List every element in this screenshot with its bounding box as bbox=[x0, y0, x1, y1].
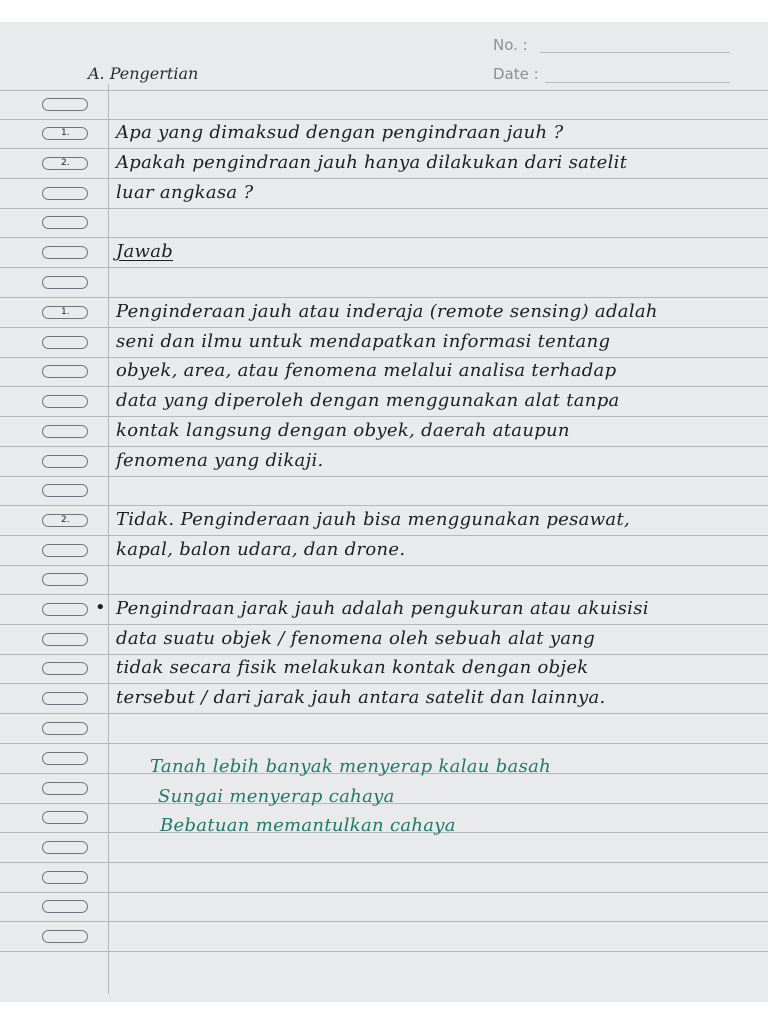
ruled-line bbox=[0, 386, 768, 387]
note-line: tidak secara fisik melakukan kontak dengan objek bbox=[116, 657, 589, 678]
margin-line bbox=[108, 84, 109, 994]
margin-box bbox=[42, 98, 88, 111]
answer-1-line: fenomena yang dikaji. bbox=[116, 450, 324, 471]
ruled-line bbox=[0, 535, 768, 536]
page-title: A. Pengertian bbox=[88, 64, 199, 83]
question-2-line-2: luar angkasa ? bbox=[116, 182, 254, 203]
ruled-line bbox=[0, 862, 768, 863]
margin-box bbox=[42, 187, 88, 200]
question-2-line-1: Apakah pengindraan jauh hanya dilakukan dari satelit bbox=[116, 152, 628, 173]
ruled-line bbox=[0, 90, 768, 91]
margin-box-a1: 1. bbox=[42, 306, 88, 319]
margin-box bbox=[42, 246, 88, 259]
answer-1-line: Penginderaan jauh atau inderaja (remote sensing) adalah bbox=[116, 301, 658, 322]
margin-box bbox=[42, 930, 88, 943]
ruled-line bbox=[0, 237, 768, 238]
answer-heading: Jawab bbox=[116, 241, 174, 262]
ruled-line bbox=[0, 178, 768, 179]
notebook-page bbox=[0, 22, 768, 1002]
margin-box bbox=[42, 782, 88, 795]
ruled-line bbox=[0, 208, 768, 209]
ruled-line bbox=[0, 476, 768, 477]
answer-2-line: Tidak. Penginderaan jauh bisa menggunakan pesawat, bbox=[116, 509, 630, 530]
ruled-line bbox=[0, 683, 768, 684]
header-no-line bbox=[540, 52, 730, 53]
margin-box bbox=[42, 484, 88, 497]
note-line: tersebut / dari jarak jauh antara satelit dan lainnya. bbox=[116, 687, 606, 708]
margin-box bbox=[42, 573, 88, 586]
ruled-line bbox=[0, 119, 768, 120]
margin-box bbox=[42, 752, 88, 765]
ruled-line bbox=[0, 267, 768, 268]
margin-box bbox=[42, 216, 88, 229]
ruled-line bbox=[0, 446, 768, 447]
green-note: Tanah lebih banyak menyerap kalau basah bbox=[150, 756, 552, 777]
margin-box-q1: 1. bbox=[42, 127, 88, 140]
margin-box bbox=[42, 811, 88, 824]
answer-2-line: kapal, balon udara, dan drone. bbox=[116, 539, 406, 560]
green-note: Sungai menyerap cahaya bbox=[158, 786, 395, 807]
ruled-line bbox=[0, 743, 768, 744]
margin-box bbox=[42, 692, 88, 705]
ruled-line bbox=[0, 565, 768, 566]
margin-box bbox=[42, 662, 88, 675]
margin-box bbox=[42, 425, 88, 438]
ruled-line bbox=[0, 357, 768, 358]
note-bullet: • bbox=[95, 597, 106, 618]
margin-box bbox=[42, 455, 88, 468]
margin-box bbox=[42, 841, 88, 854]
answer-1-line: obyek, area, atau fenomena melalui analisa terhadap bbox=[116, 360, 617, 381]
margin-box-q2: 2. bbox=[42, 157, 88, 170]
header-no-label: No. : bbox=[493, 36, 528, 54]
header-date-line bbox=[545, 82, 730, 83]
question-1: Apa yang dimaksud dengan pengindraan jauh ? bbox=[116, 122, 564, 143]
ruled-line bbox=[0, 594, 768, 595]
margin-box bbox=[42, 900, 88, 913]
ruled-line bbox=[0, 713, 768, 714]
header-date-label: Date : bbox=[493, 65, 539, 83]
margin-box bbox=[42, 603, 88, 616]
margin-box bbox=[42, 871, 88, 884]
ruled-line bbox=[0, 951, 768, 952]
ruled-line bbox=[0, 654, 768, 655]
margin-box-a2: 2. bbox=[42, 514, 88, 527]
answer-1-line: data yang diperoleh dengan menggunakan alat tanpa bbox=[116, 390, 620, 411]
margin-box bbox=[42, 722, 88, 735]
answer-1-line: seni dan ilmu untuk mendapatkan informasi tentang bbox=[116, 331, 611, 352]
ruled-line bbox=[0, 416, 768, 417]
margin-box bbox=[42, 276, 88, 289]
margin-box bbox=[42, 395, 88, 408]
ruled-line bbox=[0, 505, 768, 506]
margin-box bbox=[42, 633, 88, 646]
green-note: Bebatuan memantulkan cahaya bbox=[160, 815, 456, 836]
margin-box bbox=[42, 544, 88, 557]
margin-box bbox=[42, 365, 88, 378]
ruled-line bbox=[0, 327, 768, 328]
margin-box bbox=[42, 336, 88, 349]
ruled-line bbox=[0, 297, 768, 298]
ruled-line bbox=[0, 892, 768, 893]
ruled-line bbox=[0, 624, 768, 625]
ruled-line bbox=[0, 921, 768, 922]
note-line: Pengindraan jarak jauh adalah pengukuran atau akuisisi bbox=[116, 598, 649, 619]
ruled-line bbox=[0, 148, 768, 149]
note-line: data suatu objek / fenomena oleh sebuah alat yang bbox=[116, 628, 596, 649]
answer-1-line: kontak langsung dengan obyek, daerah ataupun bbox=[116, 420, 570, 441]
